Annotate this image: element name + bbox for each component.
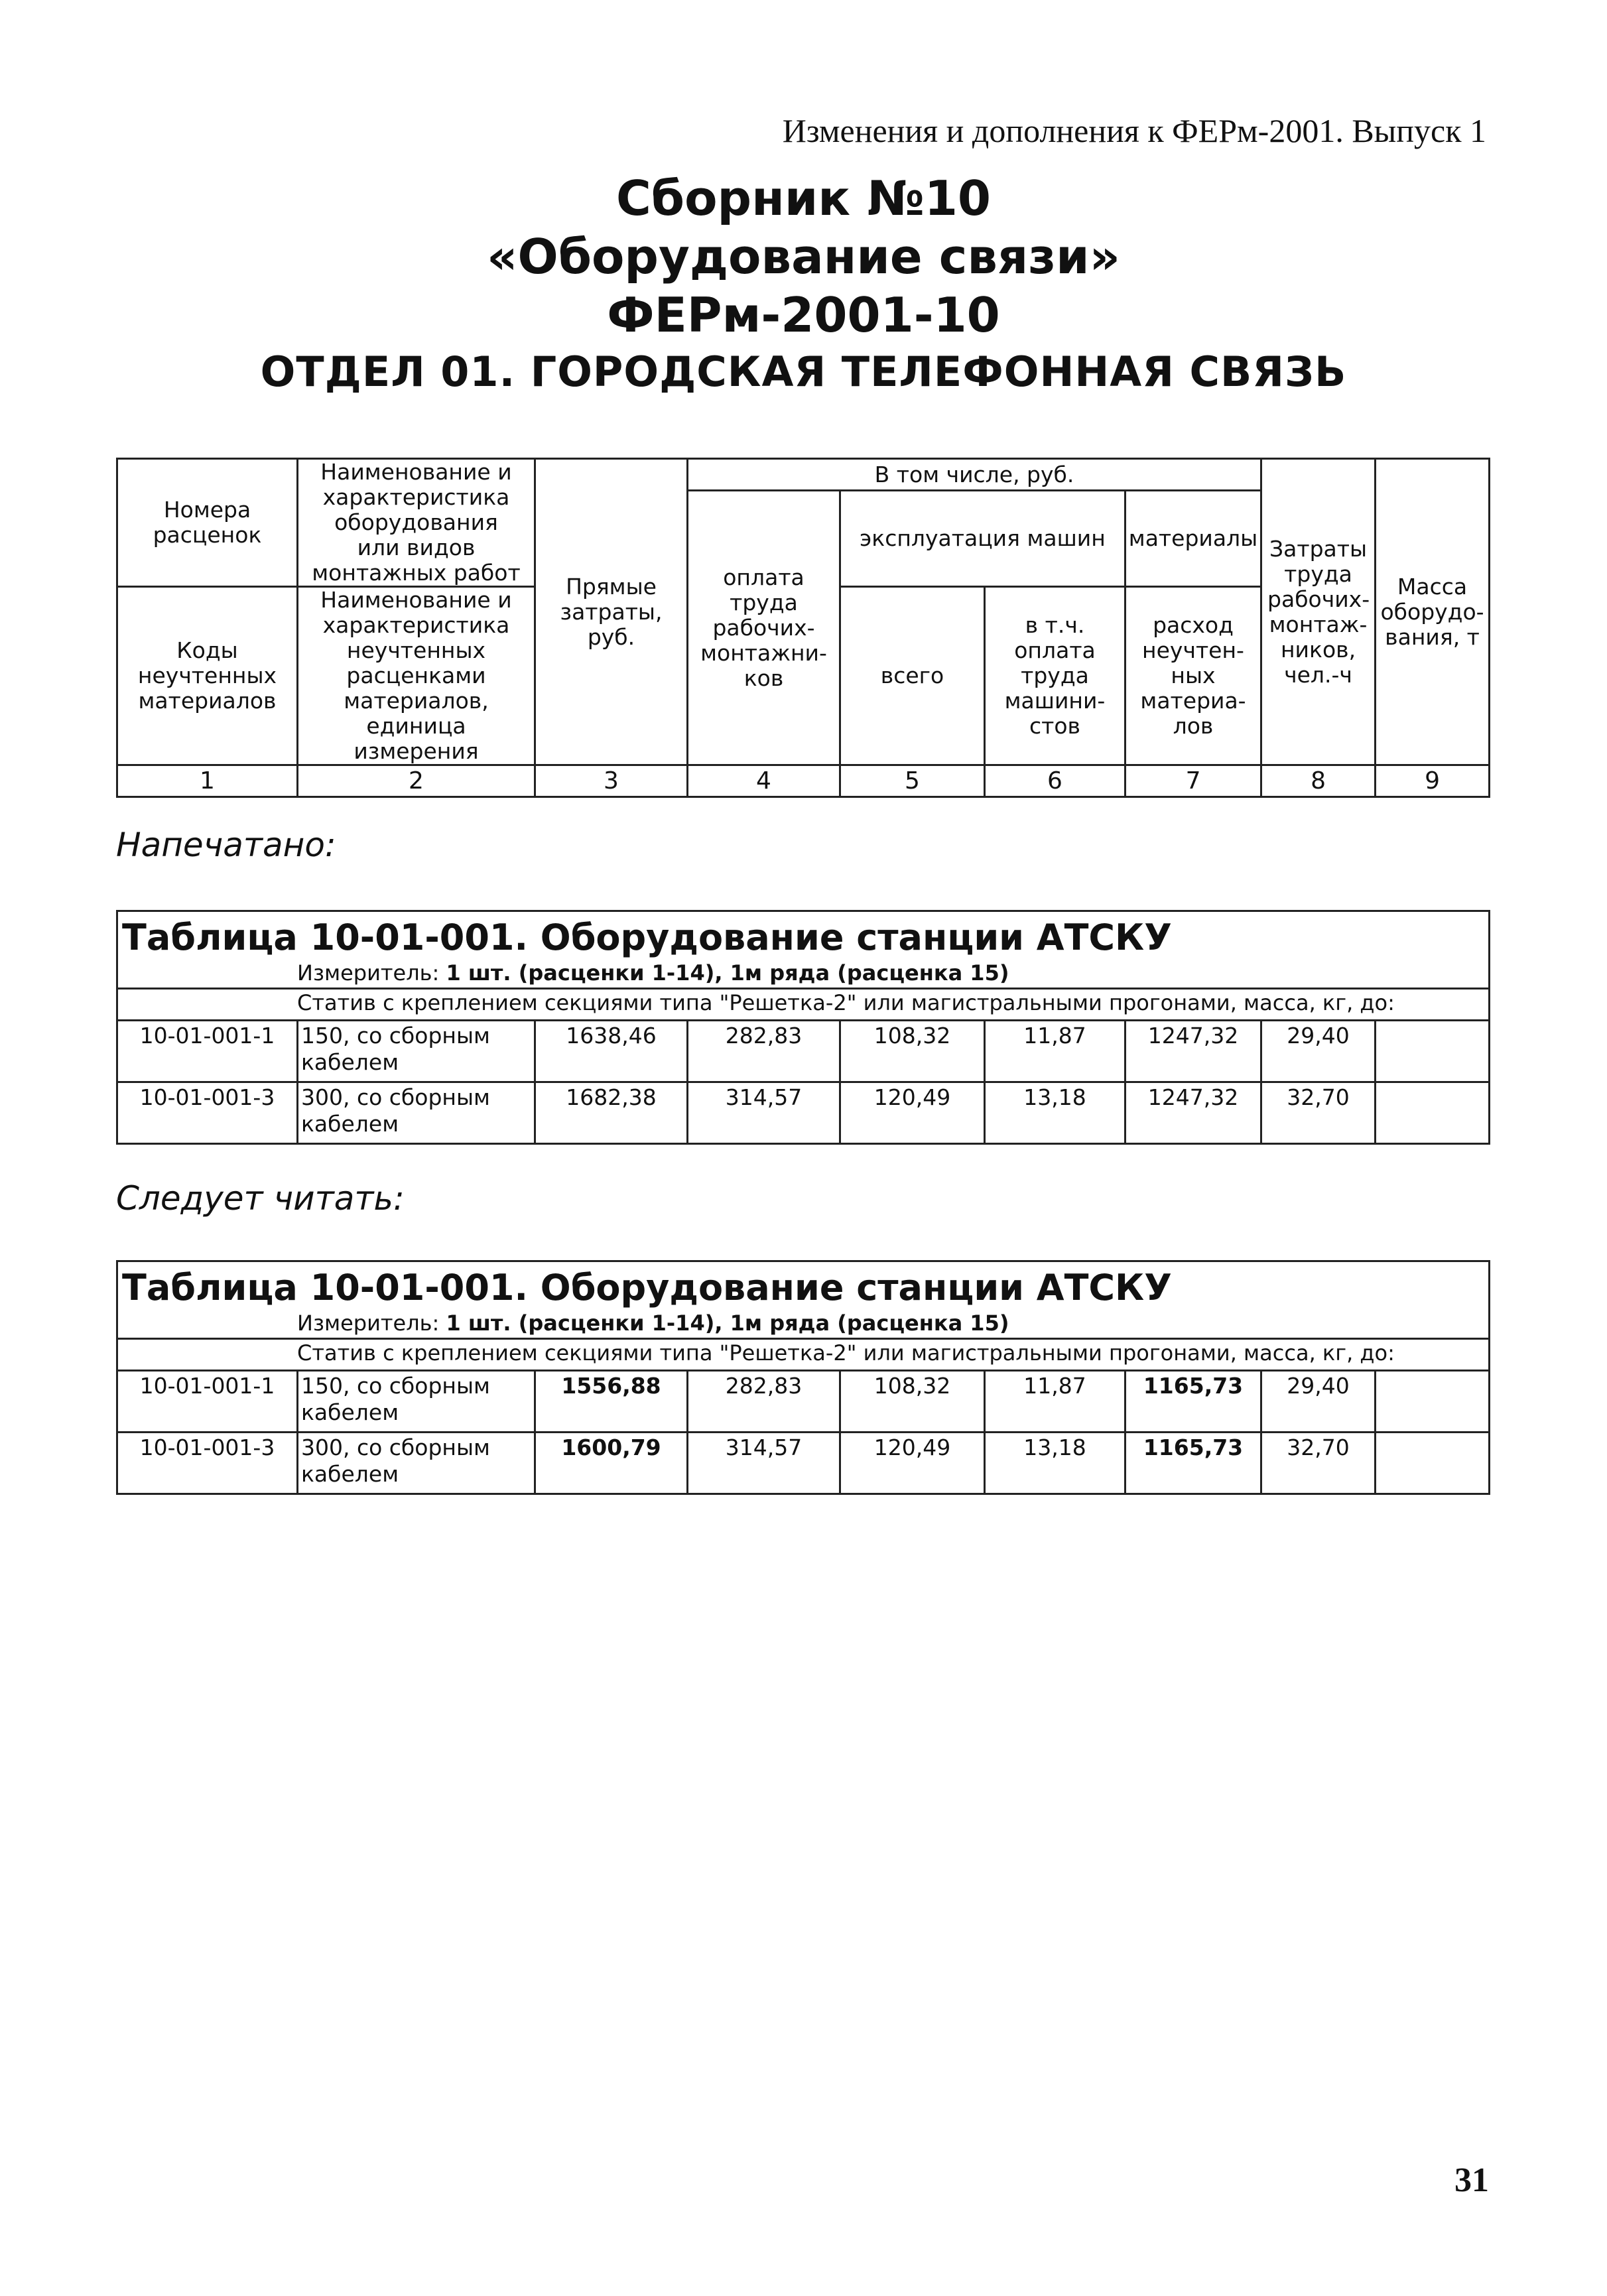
header-group: В том числе, руб. [688, 459, 1261, 491]
labor-hours: 29,40 [1261, 1021, 1376, 1082]
header-machines: эксплуатация машин [840, 491, 1125, 587]
corrected-table [116, 1260, 1490, 1495]
collection-title: Сборник №10 [615, 170, 992, 226]
header-col5: всего [840, 587, 985, 765]
labor-cost: 314,57 [688, 1433, 840, 1494]
header-number: 7 [1125, 765, 1261, 797]
equipment-mass [1376, 1082, 1490, 1144]
printed-table [116, 910, 1490, 1145]
header-table [116, 458, 1490, 798]
section-title: ОТДЕЛ 01. ГОРОДСКАЯ ТЕЛЕФОННАЯ СВЯЗЬ [260, 348, 1347, 396]
header-col2-top: Наименование и характеристика оборудования или видов монтажных работ [298, 459, 535, 587]
labor-cost: 282,83 [688, 1371, 840, 1433]
header-col8: Затраты труда рабочих-монтаж-ников, чел.-ч [1261, 459, 1376, 765]
rate-code: 10-01-001-1 [117, 1021, 298, 1082]
meter-label: Измеритель: [297, 1310, 440, 1336]
machine-cost: 108,32 [840, 1371, 985, 1433]
materials-cost: 1247,32 [1125, 1082, 1261, 1144]
materials-cost: 1165,73 [1125, 1433, 1261, 1494]
header-number: 3 [535, 765, 688, 797]
header-number: 4 [688, 765, 840, 797]
labor-hours: 32,70 [1261, 1082, 1376, 1144]
header-col6: в т.ч. оплата труда машини-стов [985, 587, 1125, 765]
meter-value: 1 шт. (расценки 1-14), 1м ряда (расценка 15) [446, 1310, 1009, 1336]
rate-name: 300, со сборным кабелем [298, 1433, 535, 1494]
table-row [117, 1433, 1490, 1494]
header-number: 9 [1376, 765, 1490, 797]
materials-cost: 1165,73 [1125, 1371, 1261, 1433]
header-number: 6 [985, 765, 1125, 797]
rate-code: 10-01-001-3 [117, 1433, 298, 1494]
machine-labor-cost: 13,18 [985, 1082, 1125, 1144]
header-col1-bottom: Коды неучтенных материалов [117, 587, 298, 765]
table-title: Таблица 10-01-001. Оборудование станции АТСКУ [122, 917, 1172, 958]
rate-code: 10-01-001-1 [117, 1371, 298, 1433]
labor-cost: 282,83 [688, 1021, 840, 1082]
machine-cost: 108,32 [840, 1021, 985, 1082]
collection-subtitle: «Оборудование связи» [486, 229, 1121, 285]
labor-hours: 29,40 [1261, 1371, 1376, 1433]
machine-cost: 120,49 [840, 1433, 985, 1494]
direct-cost: 1682,38 [535, 1082, 688, 1144]
header-col3: Прямые затраты, руб. [535, 459, 688, 765]
header-number: 1 [117, 765, 298, 797]
page-number: 31 [1454, 2161, 1489, 2199]
machine-labor-cost: 13,18 [985, 1433, 1125, 1494]
machine-cost: 120,49 [840, 1082, 985, 1144]
header-number: 5 [840, 765, 985, 797]
table-title: Таблица 10-01-001. Оборудование станции АТСКУ [122, 1267, 1172, 1308]
labor-cost: 314,57 [688, 1082, 840, 1144]
rate-name: 150, со сборным кабелем [298, 1371, 535, 1433]
rate-code: 10-01-001-3 [117, 1082, 298, 1144]
labor-hours: 32,70 [1261, 1433, 1376, 1494]
header-materials: материалы [1125, 491, 1261, 587]
header-col2-bottom: Наименование и характеристика неучтенных расценками материалов, единица измерения [298, 587, 535, 765]
header-number: 2 [298, 765, 535, 797]
header-col4: оплата труда рабочих-монтажни-ков [688, 491, 840, 765]
running-header: Изменения и дополнения к ФЕРм-2001. Выпуск 1 [782, 112, 1486, 149]
rate-name: 300, со сборным кабелем [298, 1082, 535, 1144]
document-title [0, 169, 1607, 400]
table-row [117, 1371, 1490, 1433]
equipment-mass [1376, 1021, 1490, 1082]
header-col7: расход неучтен-ных материа-лов [1125, 587, 1261, 765]
machine-labor-cost: 11,87 [985, 1021, 1125, 1082]
table-subhead: Статив с креплением секциями типа "Решетка-2" или магистральными прогонами, масса, кг, до: [117, 1339, 1490, 1371]
printed-label: Напечатано: [116, 826, 336, 864]
direct-cost: 1600,79 [535, 1433, 688, 1494]
machine-labor-cost: 11,87 [985, 1371, 1125, 1433]
header-number: 8 [1261, 765, 1376, 797]
meter-label: Измеритель: [297, 960, 440, 986]
read-label: Следует читать: [116, 1179, 405, 1218]
direct-cost: 1556,88 [535, 1371, 688, 1433]
header-col9: Масса оборудо-вания, т [1376, 459, 1490, 765]
materials-cost: 1247,32 [1125, 1021, 1261, 1082]
meter-value: 1 шт. (расценки 1-14), 1м ряда (расценка 15) [446, 960, 1009, 986]
collection-code: ФЕРм-2001-10 [607, 287, 1000, 343]
direct-cost: 1638,46 [535, 1021, 688, 1082]
header-col1-top: Номера расценок [117, 459, 298, 587]
equipment-mass [1376, 1433, 1490, 1494]
rate-name: 150, со сборным кабелем [298, 1021, 535, 1082]
table-row [117, 1082, 1490, 1144]
table-row [117, 1021, 1490, 1082]
equipment-mass [1376, 1371, 1490, 1433]
table-subhead: Статив с креплением секциями типа "Решетка-2" или магистральными прогонами, масса, кг, до: [117, 989, 1490, 1021]
